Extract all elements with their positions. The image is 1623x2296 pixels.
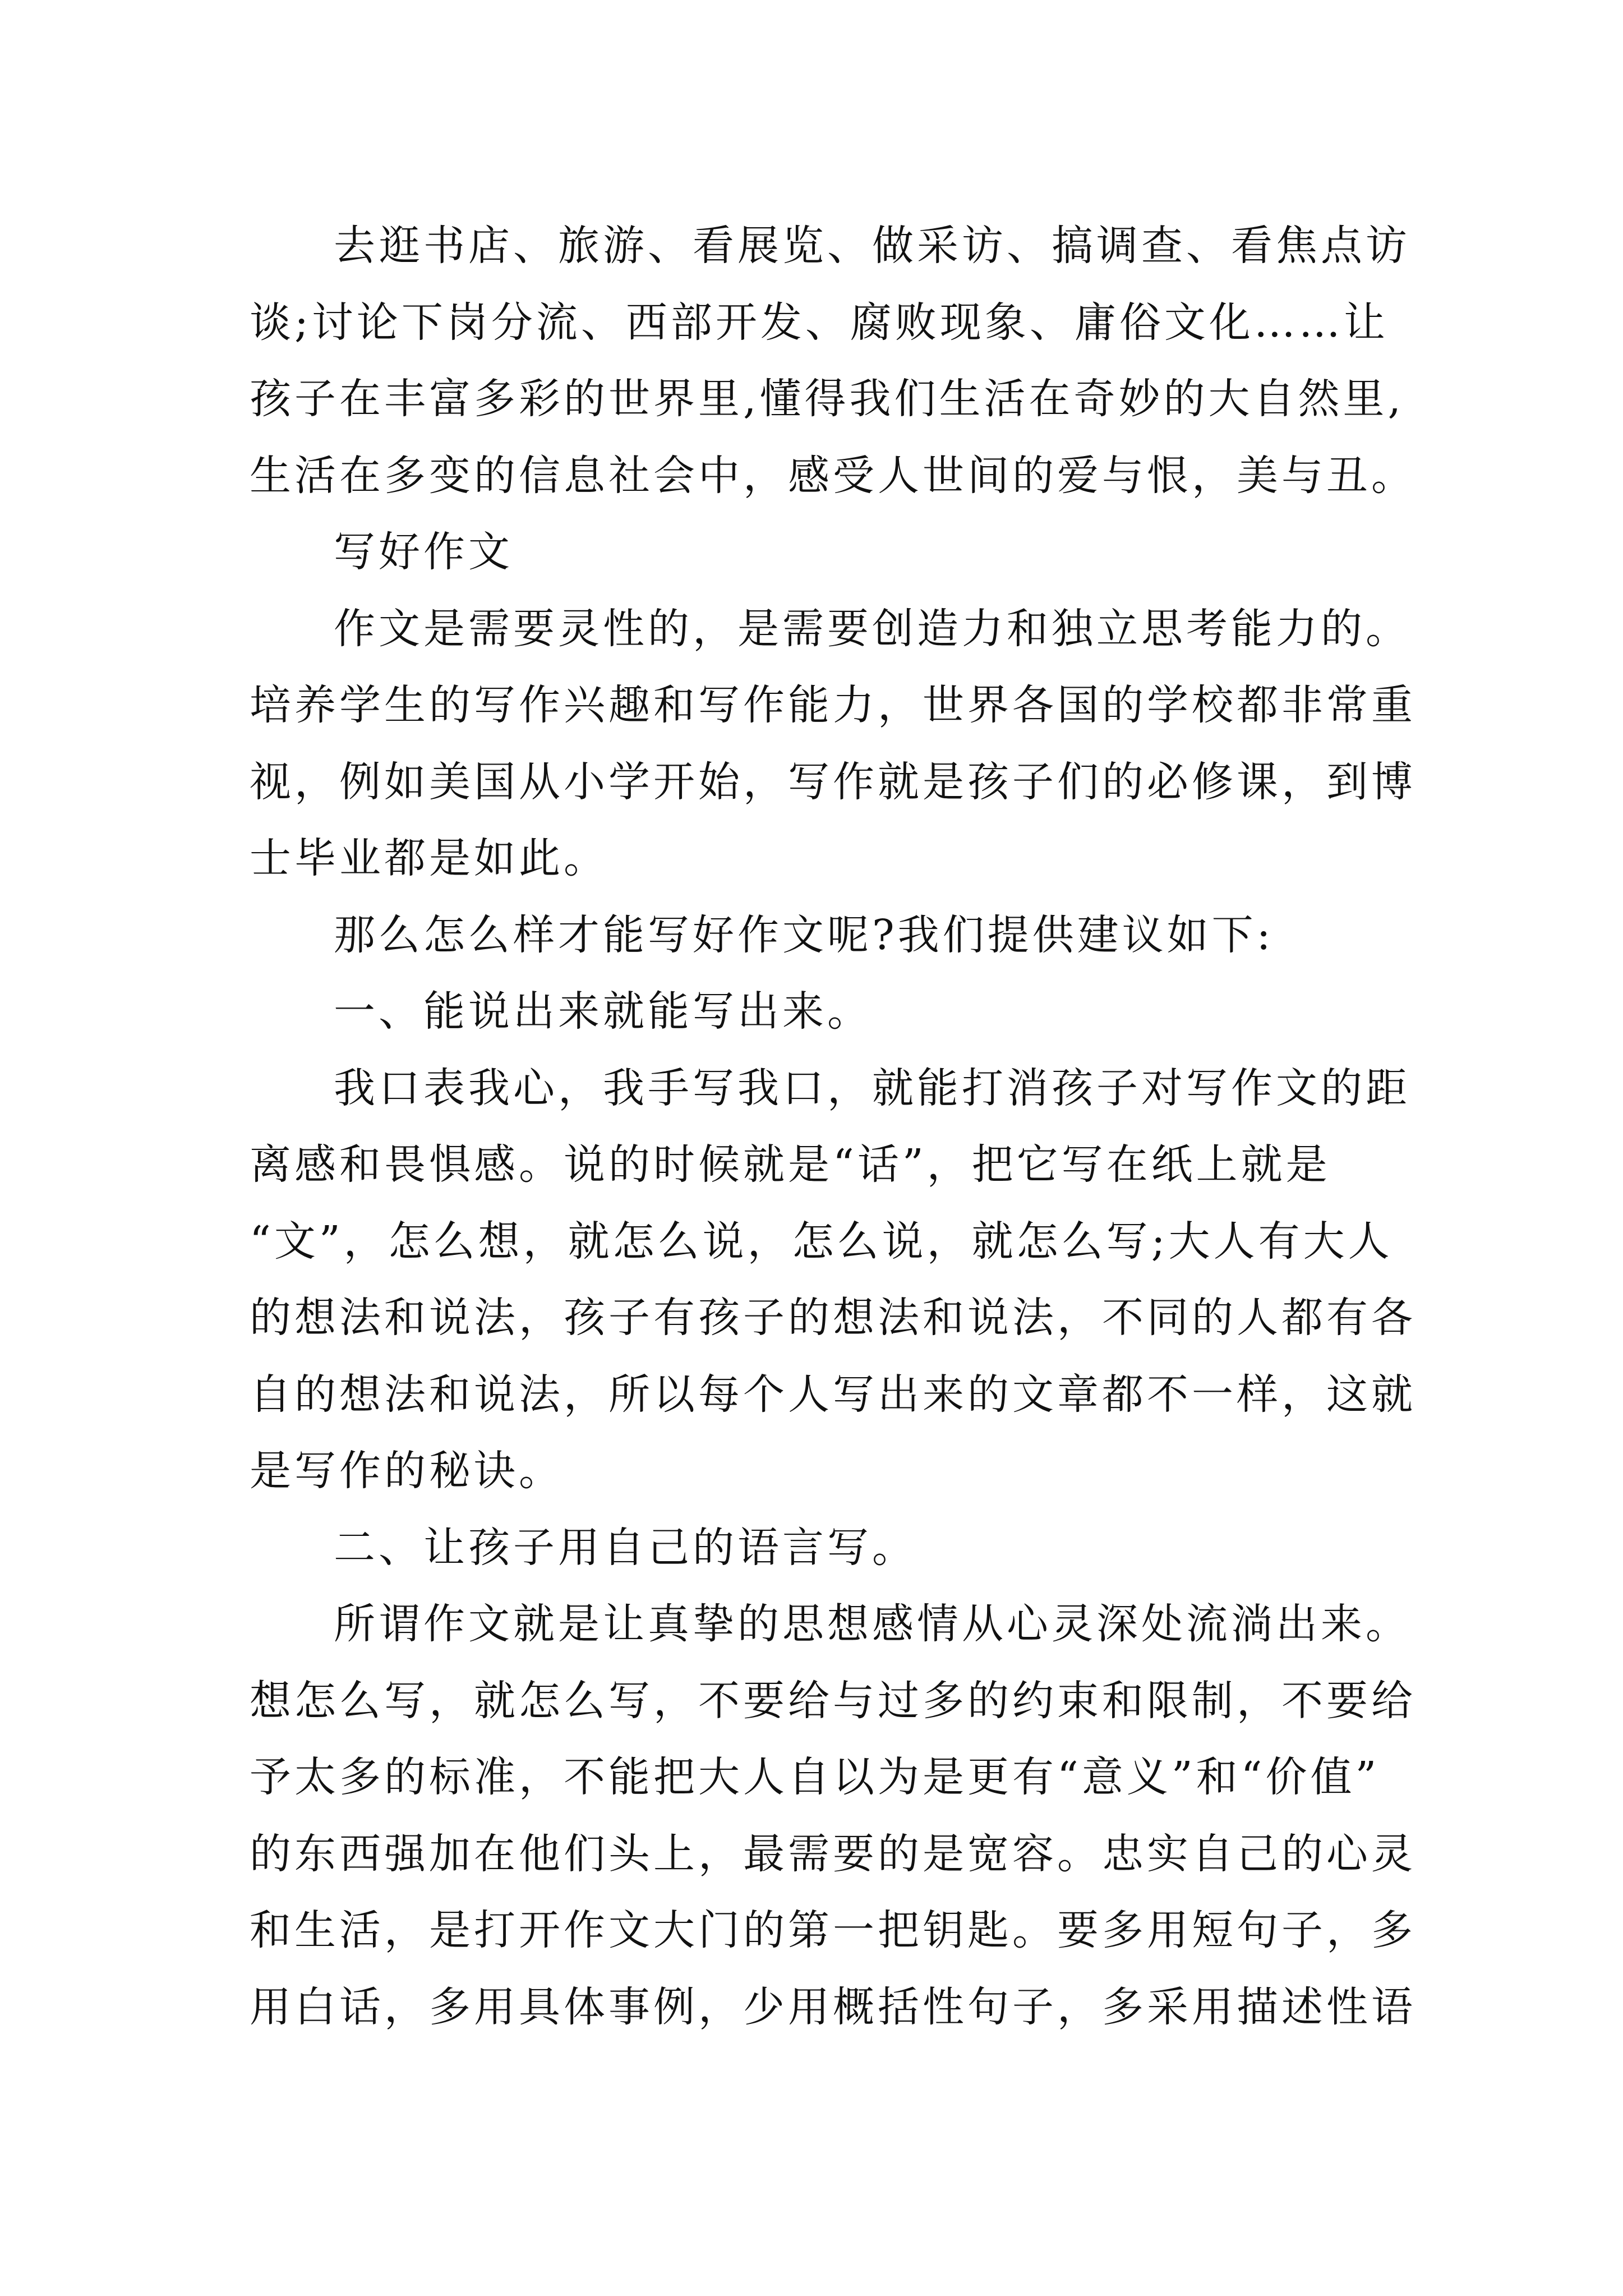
text-line: 谈;讨论下岗分流、西部开发、腐败现象、庸俗文化……让 bbox=[250, 298, 1389, 347]
text-line: 作文是需要灵性的，是需要创造力和独立思考能力的。 bbox=[334, 604, 1410, 653]
text-line: 培养学生的写作兴趣和写作能力，世界各国的学校都非常重 bbox=[250, 681, 1416, 729]
document-body bbox=[250, 208, 1438, 2045]
text-line: 孩子在丰富多彩的世界里,懂得我们生活在奇妙的大自然里, bbox=[250, 375, 1405, 423]
text-line: 士毕业都是如此。 bbox=[250, 834, 608, 882]
text-line: 予太多的标准，不能把大人自以为是更有“意义”和“价值” bbox=[250, 1753, 1380, 1801]
text-line: 离感和畏惧感。说的时候就是“话”，把它写在纸上就是 bbox=[250, 1140, 1331, 1189]
text-line: 二、让孩子用自己的语言写。 bbox=[334, 1523, 917, 1572]
text-line: 所谓作文就是让真挚的思想感情从心灵深处流淌出来。 bbox=[334, 1600, 1410, 1648]
text-line: 那么怎么样才能写好作文呢?我们提供建议如下: bbox=[334, 910, 1274, 959]
text-line: 和生活，是打开作文大门的第一把钥匙。要多用短句子，多 bbox=[250, 1906, 1416, 1954]
text-line: 去逛书店、旅游、看展览、做采访、搞调查、看焦点访 bbox=[334, 222, 1410, 270]
text-line: 的想法和说法，孩子有孩子的想法和说法，不同的人都有各 bbox=[250, 1294, 1416, 1342]
text-line: 视，例如美国从小学开始，写作就是孩子们的必修课，到博 bbox=[250, 757, 1416, 806]
text-line: 写好作文 bbox=[334, 528, 513, 576]
text-line: 的东西强加在他们头上，最需要的是宽容。忠实自己的心灵 bbox=[250, 1829, 1416, 1878]
text-line: 生活在多变的信息社会中，感受人世间的爱与恨，美与丑。 bbox=[250, 451, 1416, 500]
text-line: 我口表我心，我手写我口，就能打消孩子对写作文的距 bbox=[334, 1064, 1410, 1112]
text-line: 用白话，多用具体事例，少用概括性句子，多采用描述性语 bbox=[250, 1982, 1416, 2031]
text-line: 是写作的秘诀。 bbox=[250, 1447, 564, 1495]
text-line: “文”，怎么想，就怎么说，怎么说，就怎么写;大人有大人 bbox=[250, 1217, 1393, 1266]
text-line: 一、能说出来就能写出来。 bbox=[334, 987, 872, 1036]
text-line: 自的想法和说法，所以每个人写出来的文章都不一样，这就 bbox=[250, 1370, 1416, 1419]
text-line: 想怎么写，就怎么写，不要给与过多的约束和限制，不要给 bbox=[250, 1676, 1416, 1725]
